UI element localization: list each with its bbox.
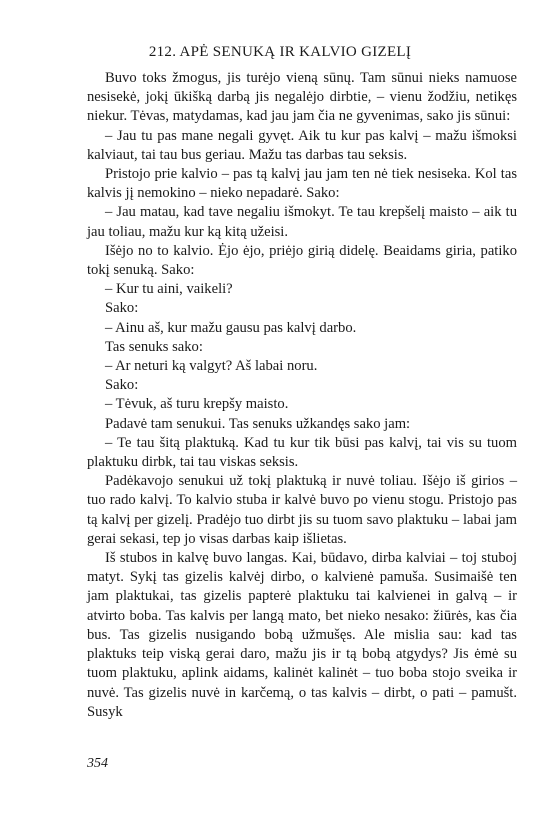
- paragraph: – Jau matau, kad tave negaliu išmokyt. Te tau krepšelį maisto – aik tu jau toliau, mažu kur ką kitą užeisi.: [87, 204, 517, 240]
- paragraph: – Te tau šitą plaktuką. Kad tu kur tik būsi pas kalvį, tai vis su tuom plaktuku dirbk, tai tau viskas seksis.: [87, 434, 517, 471]
- paragraph: Sako:: [105, 300, 139, 317]
- page-number: 354: [87, 756, 108, 771]
- paragraph: Padavė tam senukui. Tas senuks užkandęs sako jam:: [105, 415, 411, 432]
- paragraph: – Kur tu aini, vaikeli?: [105, 281, 233, 298]
- story-heading: 212. APĖ SENUKĄ IR KALVIO GIZELĮ: [148, 44, 412, 60]
- paragraph: Tas senuks sako:: [105, 338, 203, 355]
- paragraph: – Tėvuk, aš turu krepšy maisto.: [105, 396, 289, 413]
- story-body: [87, 69, 517, 722]
- paragraph: Išėjo no to kalvio. Ėjo ėjo, priėjo girią didelę. Beaidams giria, patiko tokį senuką. Sako:: [87, 242, 517, 279]
- paragraph: Pristojo prie kalvio – pas tą kalvį jau jam ten nė tiek nesiseka. Kol tas kalvis jį nemokino – nieko nepadarė. Sako:: [87, 166, 517, 202]
- paragraph: Buvo toks žmogus, jis turėjo vieną sūnų. Tam sūnui nieks namuose nesisekė, jokį ūkišką darbą jis negalėjo dirbtie, – vienu žodžiu, netikęs niekur. Tėvas, matydamas, kad jau jam čia ne gyvenimas, sako jis sūnui:: [87, 70, 517, 125]
- paragraph: Iš stubos in kalvę buvo langas. Kai, būdavo, dirba kalviai – toj stuboj matyt. Sykį tas gizelis kalvėj dirbo, o kalvienė pamuša. Susimaišė ten jam plaktukai, tas gizelis papterė plaktuku tai kalvienei in galvą – ir atvirto boba. Tas kalvis per langą mato, bet nieko nesako: žiūrės, kas čia bus. Tas gizelis nusigando bobą užmušęs. Ale mislia sau: kad tas plaktuks teip viską gerai daro, mažu jis ir tą bobą atgydys? Jis ėmė su tuom plaktuku, aplink aidams, kalinėt kalinėt – tuo boba stojo sveika ir nuvė. Tas gizelis nuvė in karčemą, o tas kalvis – dirbt, o pati – pamušt. Susyk: [87, 550, 517, 720]
- paragraph: Padėkavojo senukui už tokį plaktuką ir nuvė toliau. Išėjo iš girios – tuo rado kalvį. To kalvio stuba ir kalvė buvo po vienu stogu. Pristojo pas tą kalvį per gizelį. Pradėjo tuo dirbt jis su tuom savo plaktuku – labai jam gerai sekasi, tep jo visas darbas kaip išlietas.: [87, 473, 517, 547]
- paragraph: – Ainu aš, kur mažu gausu pas kalvį darbo.: [105, 319, 357, 336]
- paragraph: – Jau tu pas mane negali gyvęt. Aik tu kur pas kalvį – mažu išmoksi kalviaut, tai tau bus geriau. Mažu tas darbas tau seksis.: [87, 127, 517, 163]
- paragraph: Sako:: [105, 377, 139, 394]
- paragraph: – Ar neturi ką valgyt? Aš labai noru.: [105, 358, 318, 375]
